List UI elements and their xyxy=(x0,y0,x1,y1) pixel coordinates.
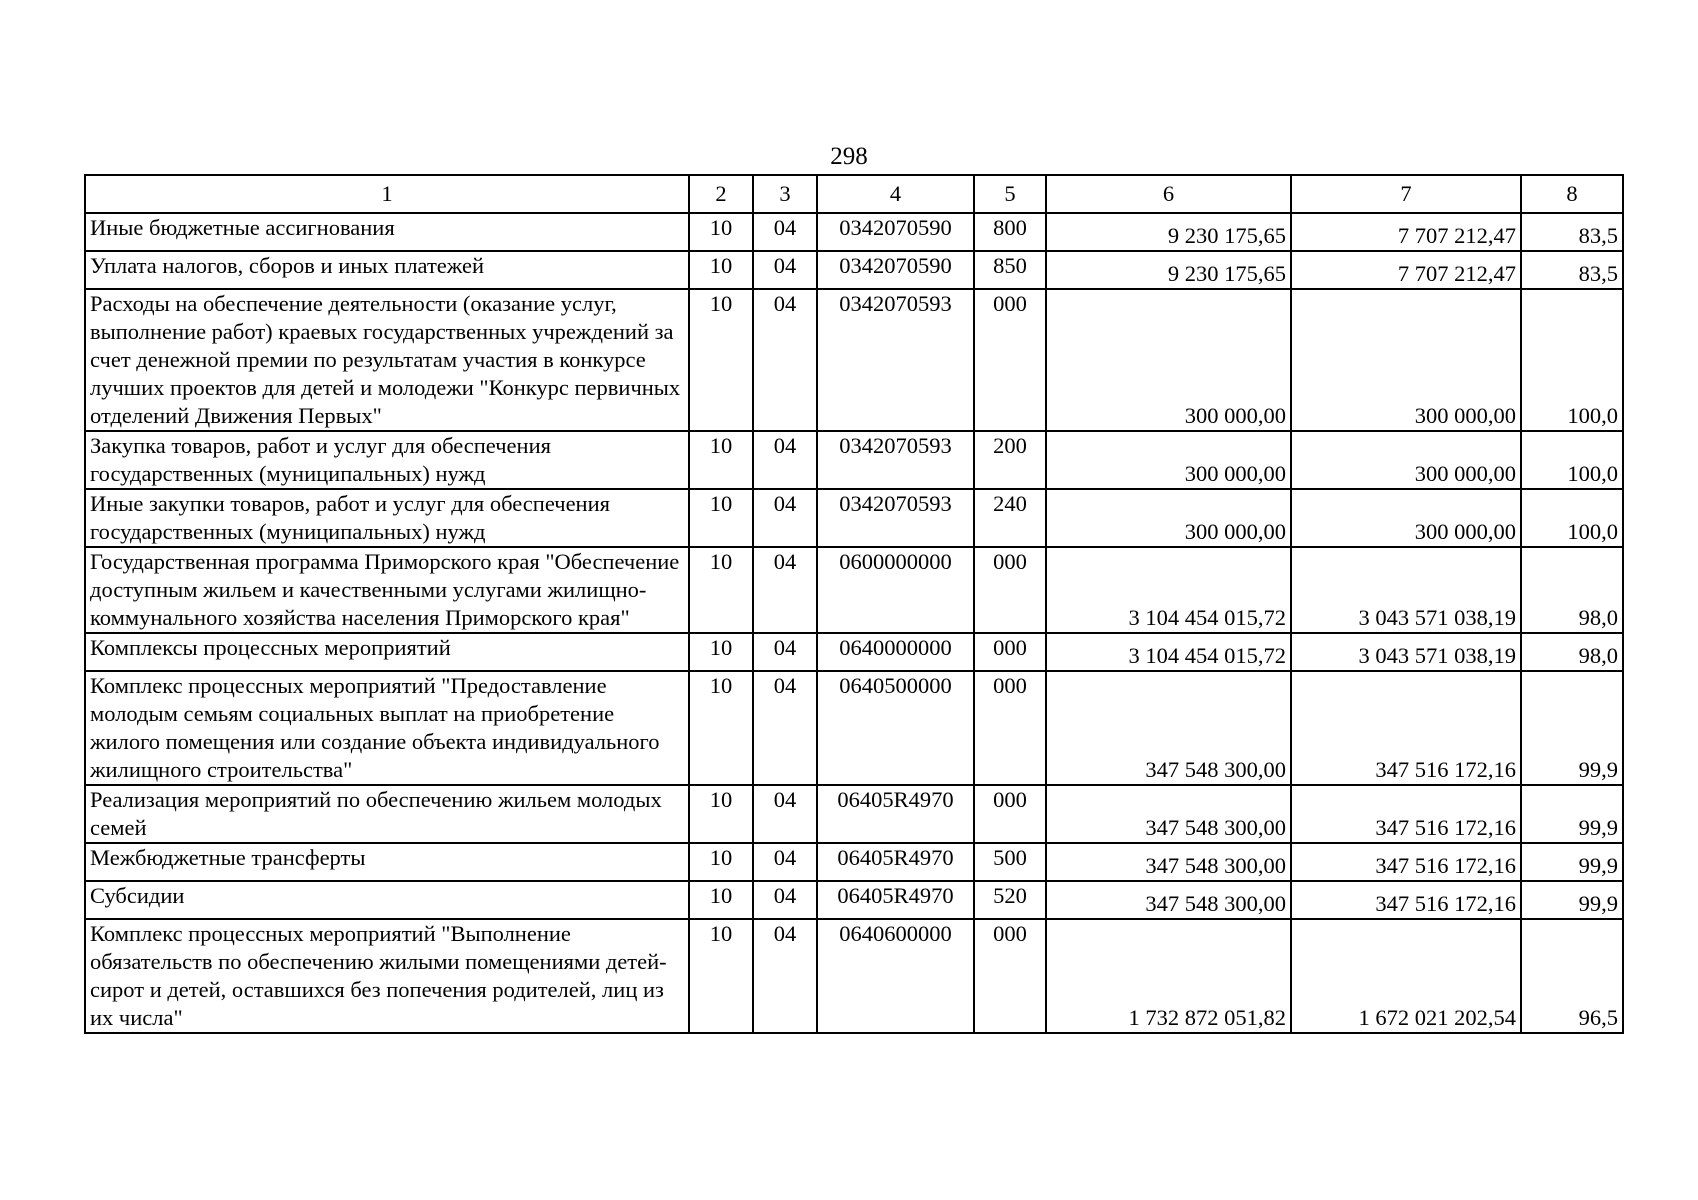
subsection-cell: 04 xyxy=(753,881,817,919)
target-article-cell: 0640500000 xyxy=(817,671,974,785)
expense-type-cell: 800 xyxy=(974,213,1046,251)
expense-type-cell: 000 xyxy=(974,785,1046,843)
planned-amount-cell: 1 732 872 051,82 xyxy=(1046,919,1291,1033)
subsection-cell: 04 xyxy=(753,919,817,1033)
row-name-cell: Государственная программа Приморского края "Обеспечение доступным жильем и качественными услугами жилищно-коммунального хозяйства населения Приморского края" xyxy=(85,547,689,633)
expense-type-cell: 240 xyxy=(974,489,1046,547)
row-name-cell: Субсидии xyxy=(85,881,689,919)
row-name-cell: Реализация мероприятий по обеспечению жильем молодых семей xyxy=(85,785,689,843)
column-header: 3 xyxy=(753,175,817,213)
section-cell: 10 xyxy=(689,843,753,881)
target-article-cell: 0342070590 xyxy=(817,213,974,251)
expense-type-cell: 850 xyxy=(974,251,1046,289)
section-cell: 10 xyxy=(689,547,753,633)
execution-percent-cell: 100,0 xyxy=(1521,431,1623,489)
actual-amount-cell: 1 672 021 202,54 xyxy=(1291,919,1521,1033)
subsection-cell: 04 xyxy=(753,289,817,431)
planned-amount-cell: 300 000,00 xyxy=(1046,431,1291,489)
target-article-cell: 06405R4970 xyxy=(817,843,974,881)
planned-amount-cell: 9 230 175,65 xyxy=(1046,251,1291,289)
planned-amount-cell: 347 548 300,00 xyxy=(1046,671,1291,785)
subsection-cell: 04 xyxy=(753,671,817,785)
target-article-cell: 0640600000 xyxy=(817,919,974,1033)
planned-amount-cell: 347 548 300,00 xyxy=(1046,881,1291,919)
actual-amount-cell: 300 000,00 xyxy=(1291,431,1521,489)
planned-amount-cell: 300 000,00 xyxy=(1046,489,1291,547)
subsection-cell: 04 xyxy=(753,843,817,881)
table-row xyxy=(85,431,1623,489)
execution-percent-cell: 83,5 xyxy=(1521,213,1623,251)
page-number: 298 xyxy=(830,143,868,170)
budget-table xyxy=(84,174,1624,1034)
section-cell: 10 xyxy=(689,919,753,1033)
execution-percent-cell: 99,9 xyxy=(1521,843,1623,881)
row-name-cell: Комплексы процессных мероприятий xyxy=(85,633,689,671)
subsection-cell: 04 xyxy=(753,213,817,251)
column-header: 1 xyxy=(85,175,689,213)
row-name-cell: Иные закупки товаров, работ и услуг для обеспечения государственных (муниципальных) нужд xyxy=(85,489,689,547)
section-cell: 10 xyxy=(689,289,753,431)
section-cell: 10 xyxy=(689,489,753,547)
table-row xyxy=(85,843,1623,881)
expense-type-cell: 000 xyxy=(974,289,1046,431)
section-cell: 10 xyxy=(689,213,753,251)
table-row xyxy=(85,785,1623,843)
target-article-cell: 0342070593 xyxy=(817,489,974,547)
target-article-cell: 06405R4970 xyxy=(817,785,974,843)
table-row xyxy=(85,919,1623,1033)
expense-type-cell: 000 xyxy=(974,633,1046,671)
table-row xyxy=(85,213,1623,251)
row-name-cell: Закупка товаров, работ и услуг для обеспечения государственных (муниципальных) нужд xyxy=(85,431,689,489)
execution-percent-cell: 99,9 xyxy=(1521,881,1623,919)
column-header: 5 xyxy=(974,175,1046,213)
actual-amount-cell: 7 707 212,47 xyxy=(1291,251,1521,289)
actual-amount-cell: 3 043 571 038,19 xyxy=(1291,633,1521,671)
target-article-cell: 0600000000 xyxy=(817,547,974,633)
table-row xyxy=(85,671,1623,785)
target-article-cell: 0342070593 xyxy=(817,289,974,431)
target-article-cell: 0640000000 xyxy=(817,633,974,671)
row-name-cell: Комплекс процессных мероприятий "Выполнение обязательств по обеспечению жилыми помещениями детей-сирот и детей, оставшихся без попечения родителей, лиц из их числа" xyxy=(85,919,689,1033)
execution-percent-cell: 83,5 xyxy=(1521,251,1623,289)
section-cell: 10 xyxy=(689,881,753,919)
subsection-cell: 04 xyxy=(753,251,817,289)
subsection-cell: 04 xyxy=(753,431,817,489)
execution-percent-cell: 98,0 xyxy=(1521,633,1623,671)
actual-amount-cell: 347 516 172,16 xyxy=(1291,881,1521,919)
table-row xyxy=(85,289,1623,431)
actual-amount-cell: 7 707 212,47 xyxy=(1291,213,1521,251)
planned-amount-cell: 347 548 300,00 xyxy=(1046,785,1291,843)
subsection-cell: 04 xyxy=(753,785,817,843)
execution-percent-cell: 96,5 xyxy=(1521,919,1623,1033)
expense-type-cell: 000 xyxy=(974,919,1046,1033)
execution-percent-cell: 99,9 xyxy=(1521,671,1623,785)
table-row xyxy=(85,547,1623,633)
section-cell: 10 xyxy=(689,431,753,489)
subsection-cell: 04 xyxy=(753,489,817,547)
subsection-cell: 04 xyxy=(753,547,817,633)
column-header: 8 xyxy=(1521,175,1623,213)
expense-type-cell: 520 xyxy=(974,881,1046,919)
target-article-cell: 0342070593 xyxy=(817,431,974,489)
header-row xyxy=(85,175,1623,213)
section-cell: 10 xyxy=(689,785,753,843)
expense-type-cell: 500 xyxy=(974,843,1046,881)
actual-amount-cell: 347 516 172,16 xyxy=(1291,843,1521,881)
row-name-cell: Уплата налогов, сборов и иных платежей xyxy=(85,251,689,289)
actual-amount-cell: 3 043 571 038,19 xyxy=(1291,547,1521,633)
column-header: 2 xyxy=(689,175,753,213)
expense-type-cell: 200 xyxy=(974,431,1046,489)
table-row xyxy=(85,633,1623,671)
table-row xyxy=(85,251,1623,289)
subsection-cell: 04 xyxy=(753,633,817,671)
row-name-cell: Расходы на обеспечение деятельности (оказание услуг, выполнение работ) краевых государственных учреждений за счет денежной премии по результатам участия в конкурсе лучших проектов для детей и молодежи "Конкурс первичных отделений Движения Первых" xyxy=(85,289,689,431)
section-cell: 10 xyxy=(689,633,753,671)
execution-percent-cell: 100,0 xyxy=(1521,489,1623,547)
row-name-cell: Иные бюджетные ассигнования xyxy=(85,213,689,251)
column-header: 6 xyxy=(1046,175,1291,213)
actual-amount-cell: 300 000,00 xyxy=(1291,289,1521,431)
actual-amount-cell: 347 516 172,16 xyxy=(1291,785,1521,843)
planned-amount-cell: 3 104 454 015,72 xyxy=(1046,547,1291,633)
target-article-cell: 0342070590 xyxy=(817,251,974,289)
table-row xyxy=(85,881,1623,919)
execution-percent-cell: 100,0 xyxy=(1521,289,1623,431)
execution-percent-cell: 98,0 xyxy=(1521,547,1623,633)
actual-amount-cell: 300 000,00 xyxy=(1291,489,1521,547)
actual-amount-cell: 347 516 172,16 xyxy=(1291,671,1521,785)
execution-percent-cell: 99,9 xyxy=(1521,785,1623,843)
column-header: 7 xyxy=(1291,175,1521,213)
planned-amount-cell: 347 548 300,00 xyxy=(1046,843,1291,881)
planned-amount-cell: 300 000,00 xyxy=(1046,289,1291,431)
expense-type-cell: 000 xyxy=(974,547,1046,633)
column-header: 4 xyxy=(817,175,974,213)
section-cell: 10 xyxy=(689,251,753,289)
planned-amount-cell: 9 230 175,65 xyxy=(1046,213,1291,251)
table-row xyxy=(85,489,1623,547)
row-name-cell: Межбюджетные трансферты xyxy=(85,843,689,881)
section-cell: 10 xyxy=(689,671,753,785)
expense-type-cell: 000 xyxy=(974,671,1046,785)
target-article-cell: 06405R4970 xyxy=(817,881,974,919)
row-name-cell: Комплекс процессных мероприятий "Предоставление молодым семьям социальных выплат на приобретение жилого помещения или создание объекта индивидуального жилищного строительства" xyxy=(85,671,689,785)
planned-amount-cell: 3 104 454 015,72 xyxy=(1046,633,1291,671)
